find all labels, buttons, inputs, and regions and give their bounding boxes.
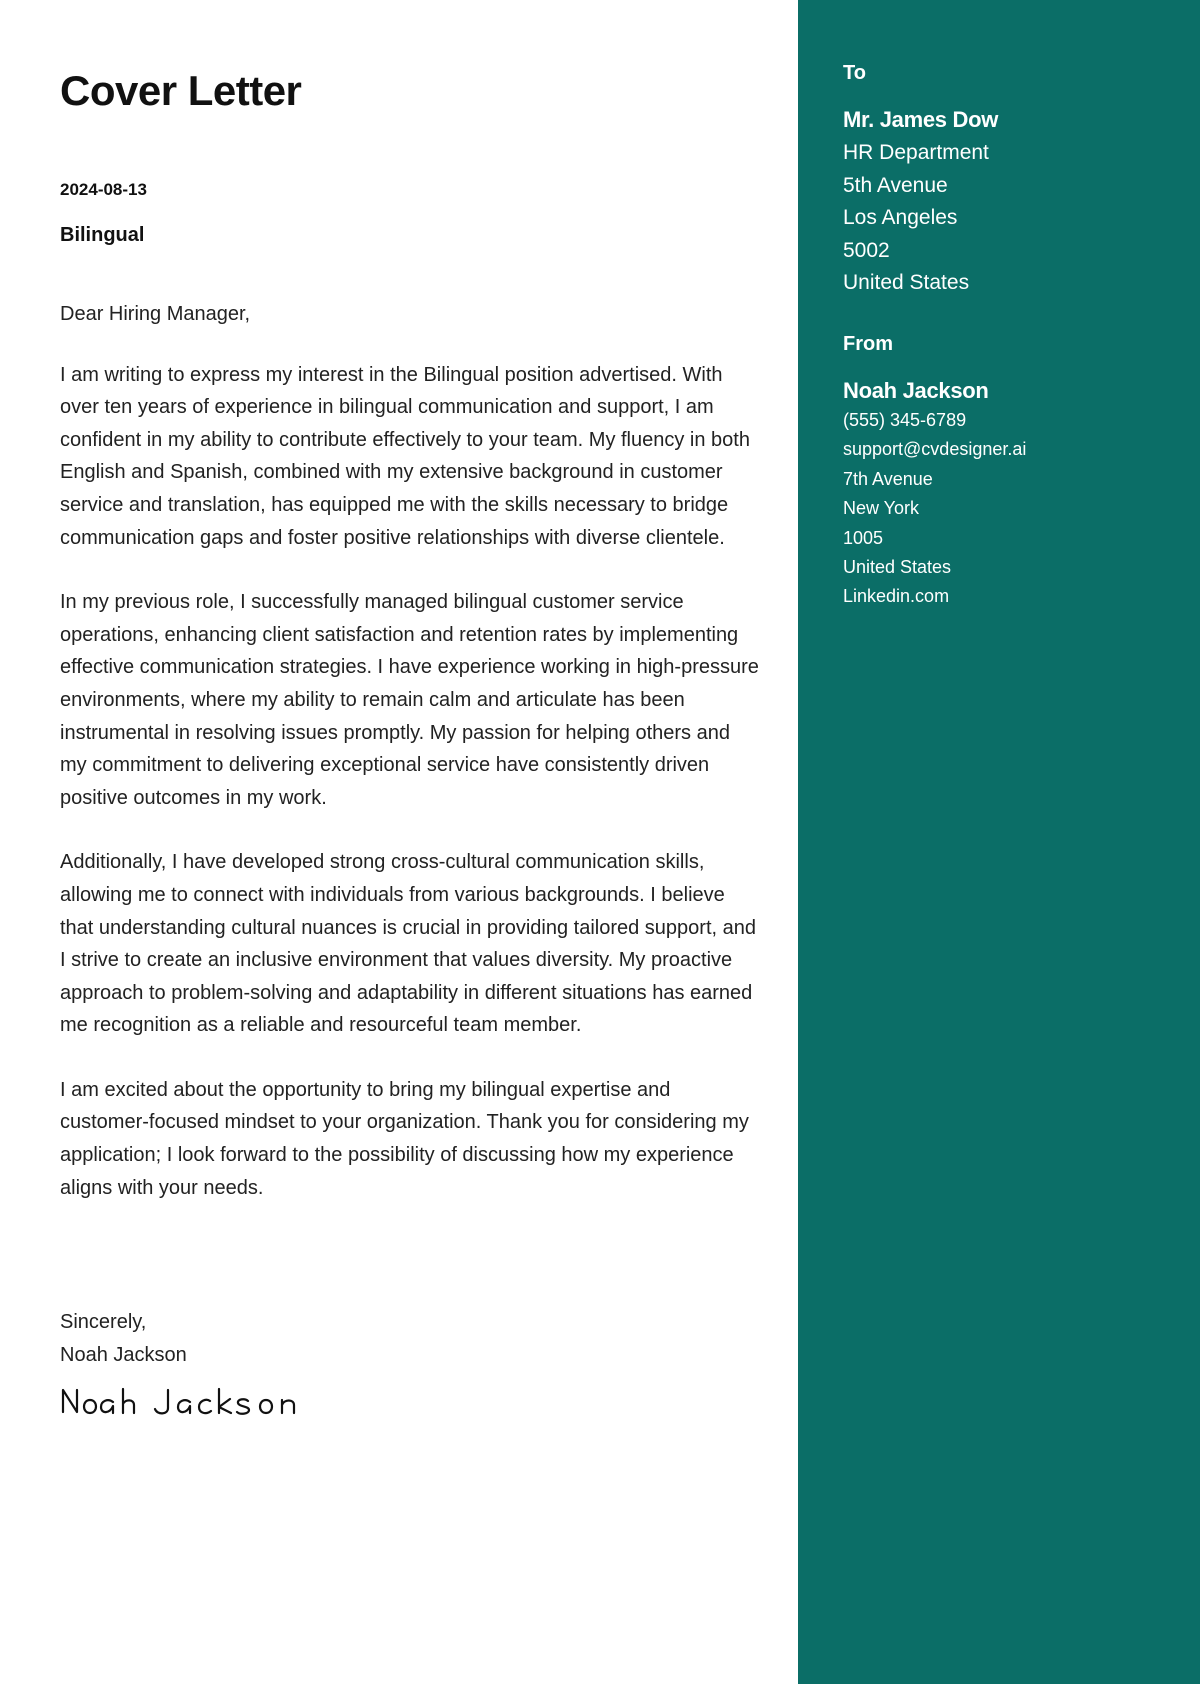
- recipient-street: 5th Avenue: [843, 173, 948, 197]
- closing-name: Noah Jackson: [60, 1343, 187, 1366]
- letter-date: 2024-08-13: [60, 180, 147, 199]
- recipient-zip: 5002: [843, 238, 890, 262]
- page-title: Cover Letter: [60, 67, 302, 114]
- signature-stroke: [63, 1389, 294, 1414]
- sender-city: New York: [843, 498, 920, 519]
- handwritten-signature: [60, 1384, 360, 1434]
- letter-body: [60, 298, 760, 1236]
- sender-contact: [843, 406, 1026, 612]
- closing-phrase: Sincerely,: [60, 1311, 147, 1333]
- job-position: Bilingual: [60, 224, 145, 246]
- recipient-address: [843, 137, 989, 300]
- sender-name: Noah Jackson: [843, 378, 989, 403]
- recipient-department: HR Department: [843, 141, 989, 164]
- recipient-city: Los Angeles: [843, 206, 958, 230]
- letter-paragraph: In my previous role, I successfully managed bilingual customer service operations, enhancing client satisfaction and retention rates by implementing effective communication strategies. I have experience working in high-pressure environments, where my ability to remain calm and articulate has been instrumental in resolving issues promptly. My passion for helping others and my commitment to delivering exceptional service have consistently driven positive outcomes in my work.: [60, 591, 759, 809]
- sender-label: From: [843, 333, 893, 355]
- letter-closing: [60, 1306, 187, 1371]
- letter-paragraph: I am writing to express my interest in the Bilingual position advertised. With over ten years of experience in bilingual communication and support, I am confident in my ability to contribute effectively to your team. My fluency in both English and Spanish, combined with my extensive background in customer service and translation, has equipped me with the skills necessary to bridge communication gaps and foster positive relationships with diverse clientele.: [60, 363, 750, 549]
- recipient-name: Mr. James Dow: [843, 107, 999, 132]
- letter-greeting: Dear Hiring Manager,: [60, 303, 251, 325]
- recipient-label: To: [843, 62, 866, 84]
- letter-paragraph: Additionally, I have developed strong cross-cultural communication skills, allowing me to connect with individuals from various backgrounds. I believe that understanding cultural nuances is crucial in providing tailored support, and I strive to create an inclusive environment that values diversity. My proactive approach to problem-solving and adaptability in different situations has earned me recognition as a reliable and resourceful team member.: [60, 851, 756, 1037]
- sender-street: 7th Avenue: [843, 468, 933, 489]
- sender-email[interactable]: support@cvdesigner.ai: [843, 439, 1027, 460]
- letter-paragraph: I am excited about the opportunity to bring my bilingual expertise and customer-focused mindset to your organization. Thank you for considering my application; I look forward to the possibility of discussing how my experience aligns with your needs.: [60, 1078, 749, 1199]
- recipient-country: United States: [843, 271, 970, 295]
- sender-website-link[interactable]: Linkedin.com: [843, 586, 950, 607]
- sender-phone[interactable]: (555) 345-6789: [843, 410, 967, 430]
- sender-country: United States: [843, 557, 952, 578]
- sender-zip: 1005: [843, 527, 884, 548]
